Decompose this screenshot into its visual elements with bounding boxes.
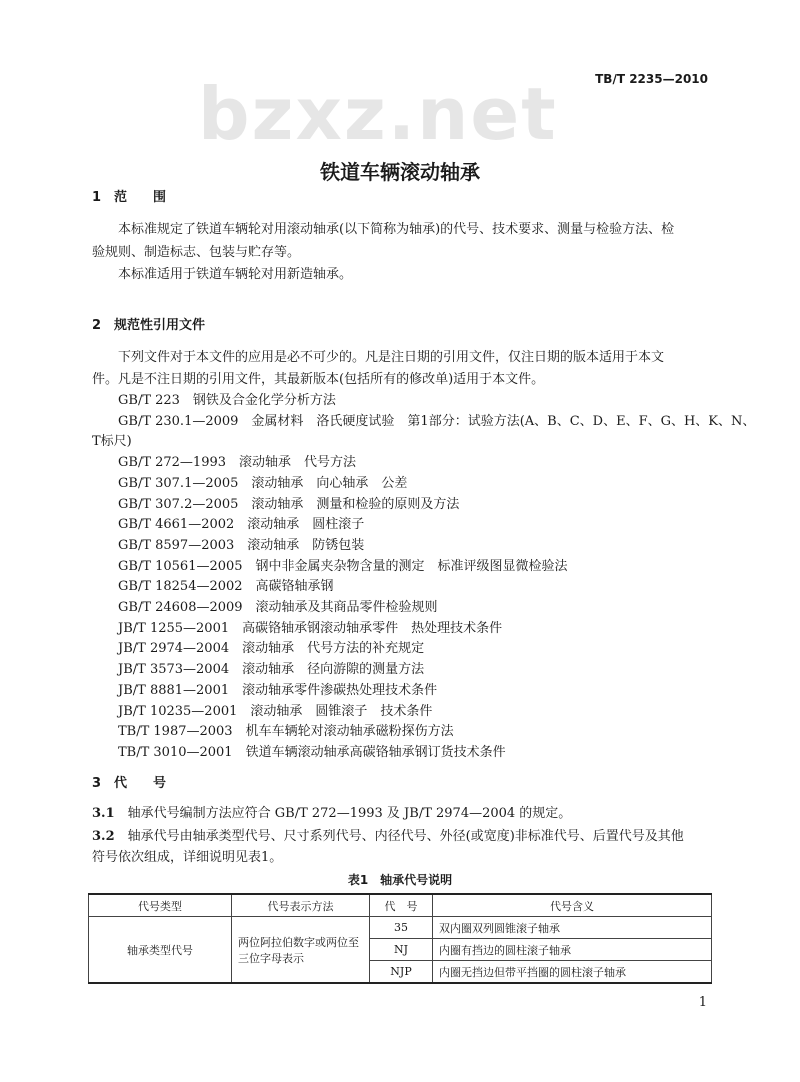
page-number: 1 <box>698 995 707 1010</box>
reference-item: T标尺) <box>92 434 132 450</box>
meaning-cell: 双内圈双列圆锥滚子轴承 <box>433 917 712 939</box>
column-header: 代号表示方法 <box>232 894 370 917</box>
table-caption: 表1 轴承代号说明 <box>347 873 453 887</box>
clause-text: 符号依次组成，详细说明见表1。 <box>92 850 283 865</box>
reference-item: GB/T 4661—2002 滚动轴承 圆柱滚子 <box>118 517 365 533</box>
reference-item: GB/T 18254—2002 高碳铬轴承钢 <box>118 579 334 595</box>
code-table <box>88 893 712 984</box>
reference-item: GB/T 24608—2009 滚动轴承及其商品零件检验规则 <box>118 600 438 615</box>
column-header: 代号含义 <box>433 894 712 917</box>
clause-number: 3.1 <box>92 806 115 821</box>
code-cell: NJP <box>370 961 433 984</box>
section-2-heading: 2 规范性引用文件 <box>92 318 206 333</box>
paragraph: 本标准规定了铁道车辆轮对用滚动轴承(以下简称为轴承)的代号、技术要求、测量与检验方法、检 <box>118 222 675 237</box>
reference-item: GB/T 272—1993 滚动轴承 代号方法 <box>118 455 357 471</box>
code-cell: NJ <box>370 939 433 961</box>
meaning-cell: 内圈有挡边的圆柱滚子轴承 <box>433 939 712 961</box>
reference-item: GB/T 10561—2005 钢中非金属夹杂物含量的测定 标准评级图显微检验法 <box>118 558 568 574</box>
reference-item: JB/T 8881—2001 滚动轴承零件渗碳热处理技术条件 <box>118 682 438 698</box>
reference-item: TB/T 3010—2001 铁道车辆滚动轴承高碳铬轴承钢订货技术条件 <box>118 744 506 760</box>
reference-item: JB/T 10235—2001 滚动轴承 圆锥滚子 技术条件 <box>118 703 433 719</box>
reference-item: JB/T 2974—2004 滚动轴承 代号方法的补充规定 <box>118 641 425 657</box>
reference-item: GB/T 230.1—2009 金属材料 洛氏硬度试验 第1部分：试验方法(A、B、C、D、E、F、G、H、K、N、 <box>118 413 756 429</box>
reference-item: GB/T 8597—2003 滚动轴承 防锈包装 <box>118 537 365 553</box>
reference-item: GB/T 307.2—2005 滚动轴承 测量和检验的原则及方法 <box>118 496 460 512</box>
column-header: 代 号 <box>370 894 433 917</box>
reference-item: GB/T 223 钢铁及合金化学分析方法 <box>118 393 336 408</box>
type-cell: 轴承类型代号 <box>89 917 232 984</box>
watermark: bzxz.net <box>198 72 558 156</box>
paragraph: 本标准适用于铁道车辆轮对用新造轴承。 <box>118 267 353 282</box>
method-cell: 两位阿拉伯数字或两位至三位字母表示 <box>232 917 370 984</box>
clause-number: 3.2 <box>92 829 115 844</box>
reference-item: GB/T 307.1—2005 滚动轴承 向心轴承 公差 <box>118 475 408 491</box>
section-1-heading: 1 范 围 <box>92 190 167 205</box>
page-title: 铁道车辆滚动轴承 <box>320 160 480 184</box>
section-3-heading: 3 代 号 <box>92 776 167 791</box>
column-header: 代号类型 <box>89 894 232 917</box>
paragraph: 件。凡是不注日期的引用文件，其最新版本(包括所有的修改单)适用于本文件。 <box>92 372 545 387</box>
clause-text: 轴承代号由轴承类型代号、尺寸系列代号、内径代号、外径(或宽度)非标准代号、后置代号及其他 <box>127 829 684 844</box>
reference-item: JB/T 1255—2001 高碳铬轴承钢滚动轴承零件 热处理技术条件 <box>118 620 503 636</box>
clause-text: 轴承代号编制方法应符合 GB/T 272—1993 及 JB/T 2974—2004 的规定。 <box>127 806 572 821</box>
meaning-cell: 内圈无挡边但带平挡圈的圆柱滚子轴承 <box>433 961 712 984</box>
document-number: TB/T 2235—2010 <box>595 72 708 86</box>
paragraph: 验规则、制造标志、包装与贮存等。 <box>92 245 301 260</box>
reference-item: JB/T 3573—2004 滚动轴承 径向游隙的测量方法 <box>118 662 425 678</box>
paragraph: 下列文件对于本文件的应用是必不可少的。凡是注日期的引用文件，仅注日期的版本适用于本文 <box>118 350 665 365</box>
reference-item: TB/T 1987—2003 机车车辆轮对滚动轴承磁粉探伤方法 <box>118 724 454 740</box>
code-cell: 35 <box>370 917 433 939</box>
